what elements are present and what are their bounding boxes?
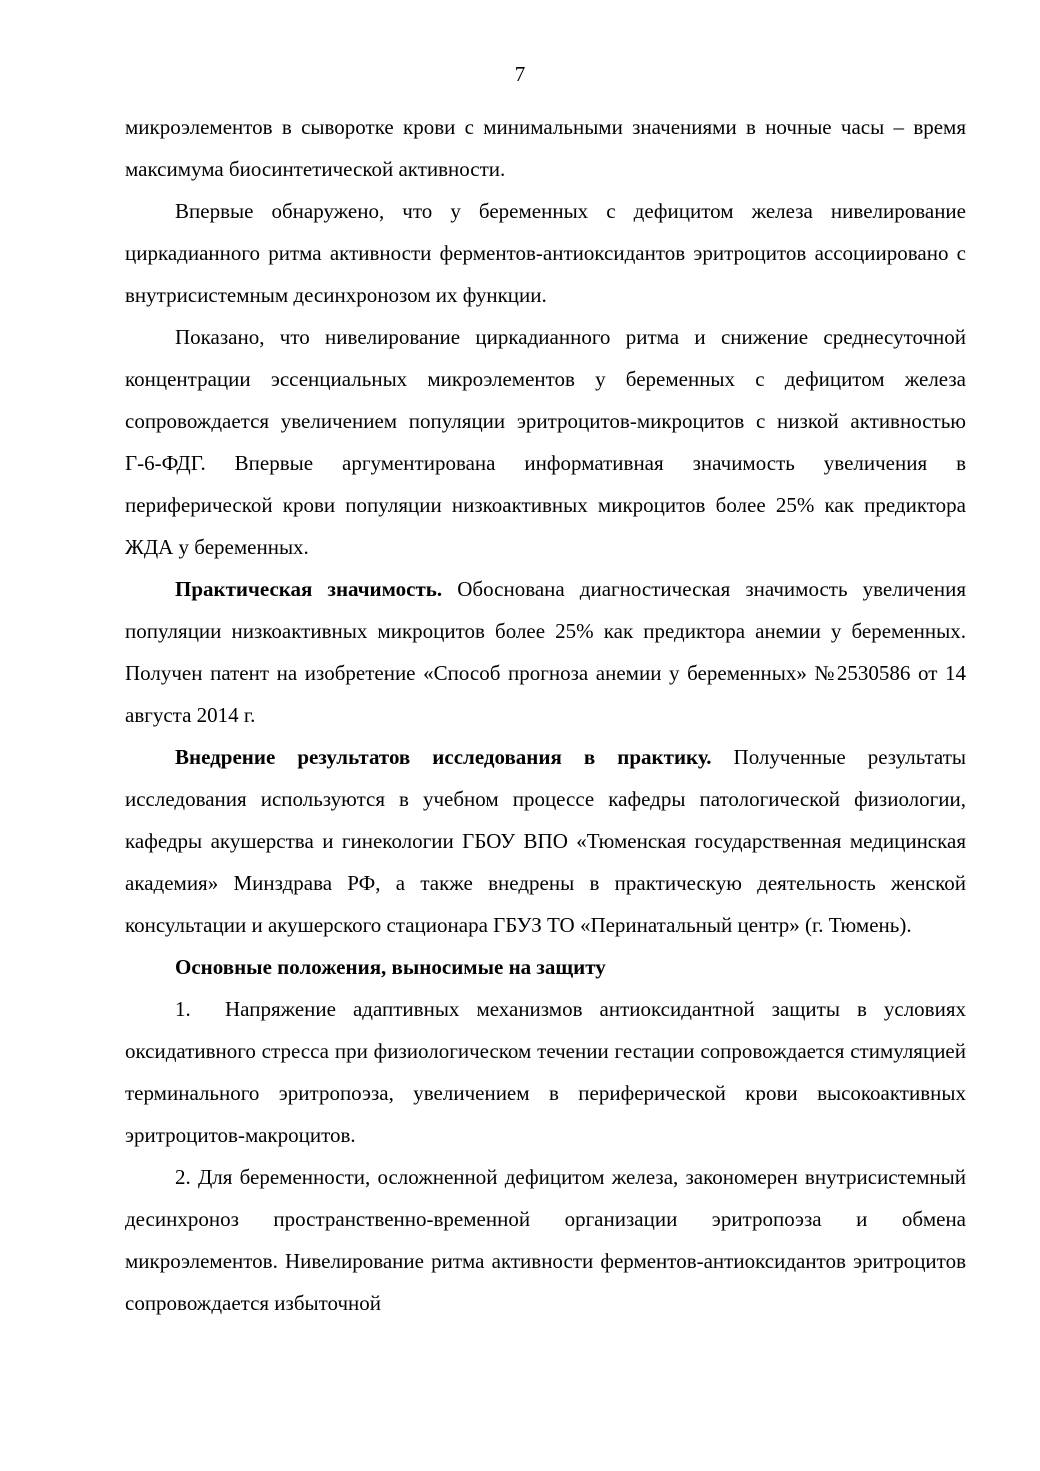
practical-significance-text: Обоснована диагностическая значимость увеличения популяции низкоактивных микроцитов более 25% как предиктора анемии у беременных. Получен патент на изобретение «Способ прогноза анемии у беременных» №2530586 от 14 августа 2014 г. xyxy=(125,577,966,727)
list-item-2: 2. Для беременности, осложненной дефицитом железа, закономерен внутрисистемный десинхроноз пространственно-временной организации эритропоэза и обмена микроэлементов. Нивелирование ритма активности ферментов-антиоксидантов эритроцитов сопровождается избыточной xyxy=(125,1165,966,1315)
document-body xyxy=(125,106,966,1324)
practical-significance-heading: Практическая значимость. xyxy=(175,577,443,601)
list-item-1-number: 1. xyxy=(175,997,191,1021)
list-item-1 xyxy=(125,988,966,1156)
page-number: 7 xyxy=(514,62,526,86)
paragraph-novelty-2: Показано, что нивелирование циркадианного ритма и снижение среднесуточной концентрации эссенциальных микроэлементов у беременных с дефицитом железа сопровождается увеличением популяции эритроцитов-микроцитов с низкой активностью Г-6-ФДГ. Впервые аргументирована информативная значимость увеличения в периферической крови популяции низкоактивных микроцитов более 25% как предиктора ЖДА у беременных. xyxy=(125,325,966,559)
implementation-heading: Внедрение результатов исследования в практику. xyxy=(175,745,712,769)
list-item-1-text: Напряжение адаптивных механизмов антиоксидантной защиты в условиях оксидативного стресса при физиологическом течении гестации сопровождается стимуляцией терминального эритропоэза, увеличением в периферической крови высокоактивных эритроцитов-макроцитов. xyxy=(125,997,966,1147)
paragraph-continuation: микроэлементов в сыворотке крови с минимальными значениями в ночные часы – время максимума биосинтетической активности. xyxy=(125,115,966,181)
paragraph-novelty-1: Впервые обнаружено, что у беременных с дефицитом железа нивелирование циркадианного ритма активности ферментов-антиоксидантов эритроцитов ассоциировано с внутрисистемным десинхронозом их функции. xyxy=(125,199,966,307)
section-heading: Основные положения, выносимые на защиту xyxy=(175,955,606,979)
implementation-text: Полученные результаты исследования используются в учебном процессе кафедры патологической физиологии, кафедры акушерства и гинекологии ГБОУ ВПО «Тюменская государственная медицинская академия» Минздрава РФ, а также внедрены в практическую деятельность женской консультации и акушерского стационара ГБУЗ ТО «Перинатальный центр» (г. Тюмень). xyxy=(125,745,966,937)
paragraph-implementation xyxy=(125,736,966,946)
paragraph-practical-significance xyxy=(125,568,966,736)
